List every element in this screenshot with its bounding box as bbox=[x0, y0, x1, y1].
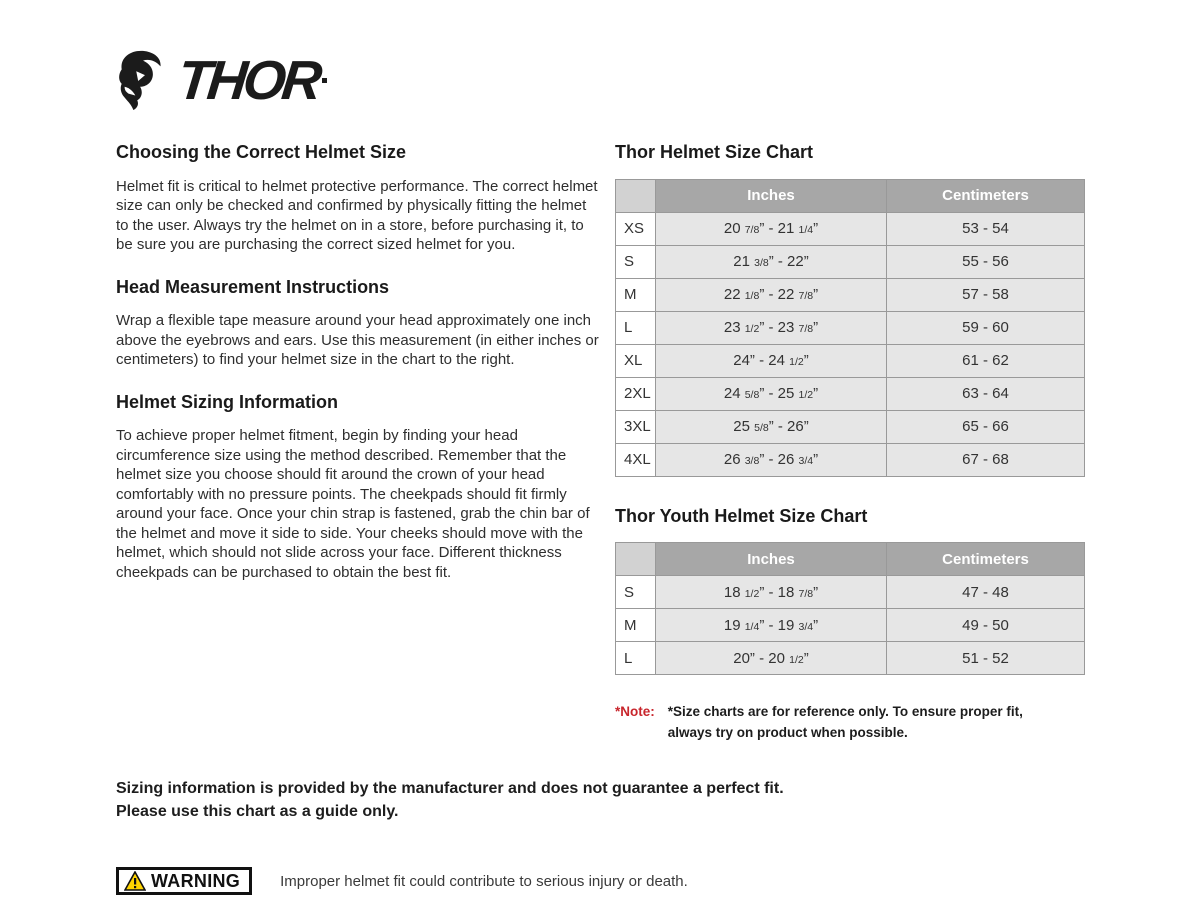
disclaimer-line-2: Please use this chart as a guide only. bbox=[116, 802, 399, 820]
section-heading: Choosing the Correct Helmet Size bbox=[116, 142, 407, 162]
cm-cell: 67 - 68 bbox=[887, 443, 1085, 476]
thor-goat-icon bbox=[116, 48, 172, 112]
note-text: *Size charts are for reference only. To ensure proper fit, always try on product when possible. bbox=[667, 704, 1023, 741]
table-row bbox=[616, 410, 1085, 443]
manufacturer-disclaimer bbox=[116, 778, 1084, 823]
table-row bbox=[616, 278, 1085, 311]
inches-cell: 22 1/8” - 22 7/8” bbox=[656, 278, 887, 311]
inches-cell: 21 3/8” - 22” bbox=[656, 245, 887, 278]
size-cell: M bbox=[616, 278, 656, 311]
inches-cell: 24” - 24 1/2” bbox=[656, 344, 887, 377]
cm-cell: 57 - 58 bbox=[887, 278, 1085, 311]
reference-note bbox=[615, 702, 1084, 744]
inches-cell: 18 1/2” - 18 7/8” bbox=[656, 576, 887, 609]
size-cell: S bbox=[616, 576, 656, 609]
column-header-inches: Inches bbox=[656, 543, 887, 576]
section-sizing-information bbox=[116, 392, 600, 583]
size-cell: XL bbox=[616, 344, 656, 377]
inches-cell: 20 7/8” - 21 1/4” bbox=[656, 212, 887, 245]
cm-cell: 53 - 54 bbox=[887, 212, 1085, 245]
section-head-measurement bbox=[116, 277, 600, 370]
size-cell: XS bbox=[616, 212, 656, 245]
brand-logo bbox=[116, 48, 1084, 112]
size-cell: L bbox=[616, 642, 656, 675]
cm-cell: 65 - 66 bbox=[887, 410, 1085, 443]
size-cell: M bbox=[616, 609, 656, 642]
column-header-inches: Inches bbox=[656, 179, 887, 212]
inches-cell: 24 5/8” - 25 1/2” bbox=[656, 377, 887, 410]
disclaimer-line-1: Sizing information is provided by the manufacturer and does not guarantee a perfect fit. bbox=[116, 780, 784, 798]
table-row bbox=[616, 576, 1085, 609]
instructions-column bbox=[116, 136, 600, 582]
cm-cell: 63 - 64 bbox=[887, 377, 1085, 410]
table-header-row bbox=[616, 179, 1085, 212]
trademark-dot bbox=[322, 78, 327, 83]
warning-label: WARNING bbox=[151, 871, 241, 892]
cm-cell: 55 - 56 bbox=[887, 245, 1085, 278]
section-choosing-size bbox=[116, 142, 600, 255]
corner-cell bbox=[616, 543, 656, 576]
column-header-centimeters: Centimeters bbox=[887, 543, 1085, 576]
section-heading: Helmet Sizing Information bbox=[116, 391, 339, 412]
corner-cell bbox=[616, 179, 656, 212]
warning-text: Improper helmet fit could contribute to serious injury or death. bbox=[280, 872, 688, 890]
inches-cell: 25 5/8” - 26” bbox=[656, 410, 887, 443]
table-header-row bbox=[616, 543, 1085, 576]
youth-size-chart-table bbox=[615, 542, 1085, 675]
cm-cell: 47 - 48 bbox=[887, 576, 1085, 609]
size-cell: S bbox=[616, 245, 656, 278]
table-row bbox=[616, 609, 1085, 642]
inches-cell: 20” - 20 1/2” bbox=[656, 642, 887, 675]
cm-cell: 51 - 52 bbox=[887, 642, 1085, 675]
size-cell: 3XL bbox=[616, 410, 656, 443]
warning-badge bbox=[116, 867, 252, 895]
size-cell: 2XL bbox=[616, 377, 656, 410]
table-row bbox=[616, 642, 1085, 675]
youth-chart-title: Thor Youth Helmet Size Chart bbox=[615, 505, 868, 526]
adult-chart-title: Thor Helmet Size Chart bbox=[615, 142, 814, 162]
table-row bbox=[616, 212, 1085, 245]
table-row bbox=[616, 443, 1085, 476]
table-row bbox=[616, 377, 1085, 410]
warning-section bbox=[116, 867, 1084, 895]
table-row bbox=[616, 311, 1085, 344]
table-row bbox=[616, 245, 1085, 278]
warning-triangle-icon bbox=[124, 871, 146, 891]
section-body: Helmet fit is critical to helmet protective performance. The correct helmet size can only be checked and confirmed by physically fitting the helmet to the user. Always try the helmet on in a store, before purchasing it, to be sure you are purchasing the correct sized helmet for you. bbox=[116, 177, 598, 254]
cm-cell: 59 - 60 bbox=[887, 311, 1085, 344]
inches-cell: 19 1/4” - 19 3/4” bbox=[656, 609, 887, 642]
inches-cell: 26 3/8” - 26 3/4” bbox=[656, 443, 887, 476]
charts-column bbox=[615, 136, 1084, 744]
size-cell: 4XL bbox=[616, 443, 656, 476]
section-body: To achieve proper helmet fitment, begin by finding your head circumference size using the method described. Remember that the helmet size you choose should fit around the crown of your head comfortably with no pressure points. The cheekpads should fit firmly around your face. Once your chin strap is fastened, grab the chin bar of the helmet and move it side to side. Your cheeks should move with the helmet, which should not slide across your face. Different thickness cheekpads can be purchased to obtain the best fit. bbox=[116, 427, 590, 581]
column-header-centimeters: Centimeters bbox=[887, 179, 1085, 212]
adult-size-chart-table bbox=[615, 179, 1085, 477]
cm-cell: 61 - 62 bbox=[887, 344, 1085, 377]
inches-cell: 23 1/2” - 23 7/8” bbox=[656, 311, 887, 344]
size-cell: L bbox=[616, 311, 656, 344]
section-heading: Head Measurement Instructions bbox=[116, 276, 390, 297]
cm-cell: 49 - 50 bbox=[887, 609, 1085, 642]
section-body: Wrap a flexible tape measure around your head approximately one inch above the eyebrows and ears. Use this measurement (in either inches or centimeters) to find your helmet size in the chart to the right. bbox=[116, 312, 599, 369]
note-label: *Note: bbox=[615, 704, 655, 720]
brand-wordmark: THOR bbox=[174, 48, 322, 111]
table-row bbox=[616, 344, 1085, 377]
